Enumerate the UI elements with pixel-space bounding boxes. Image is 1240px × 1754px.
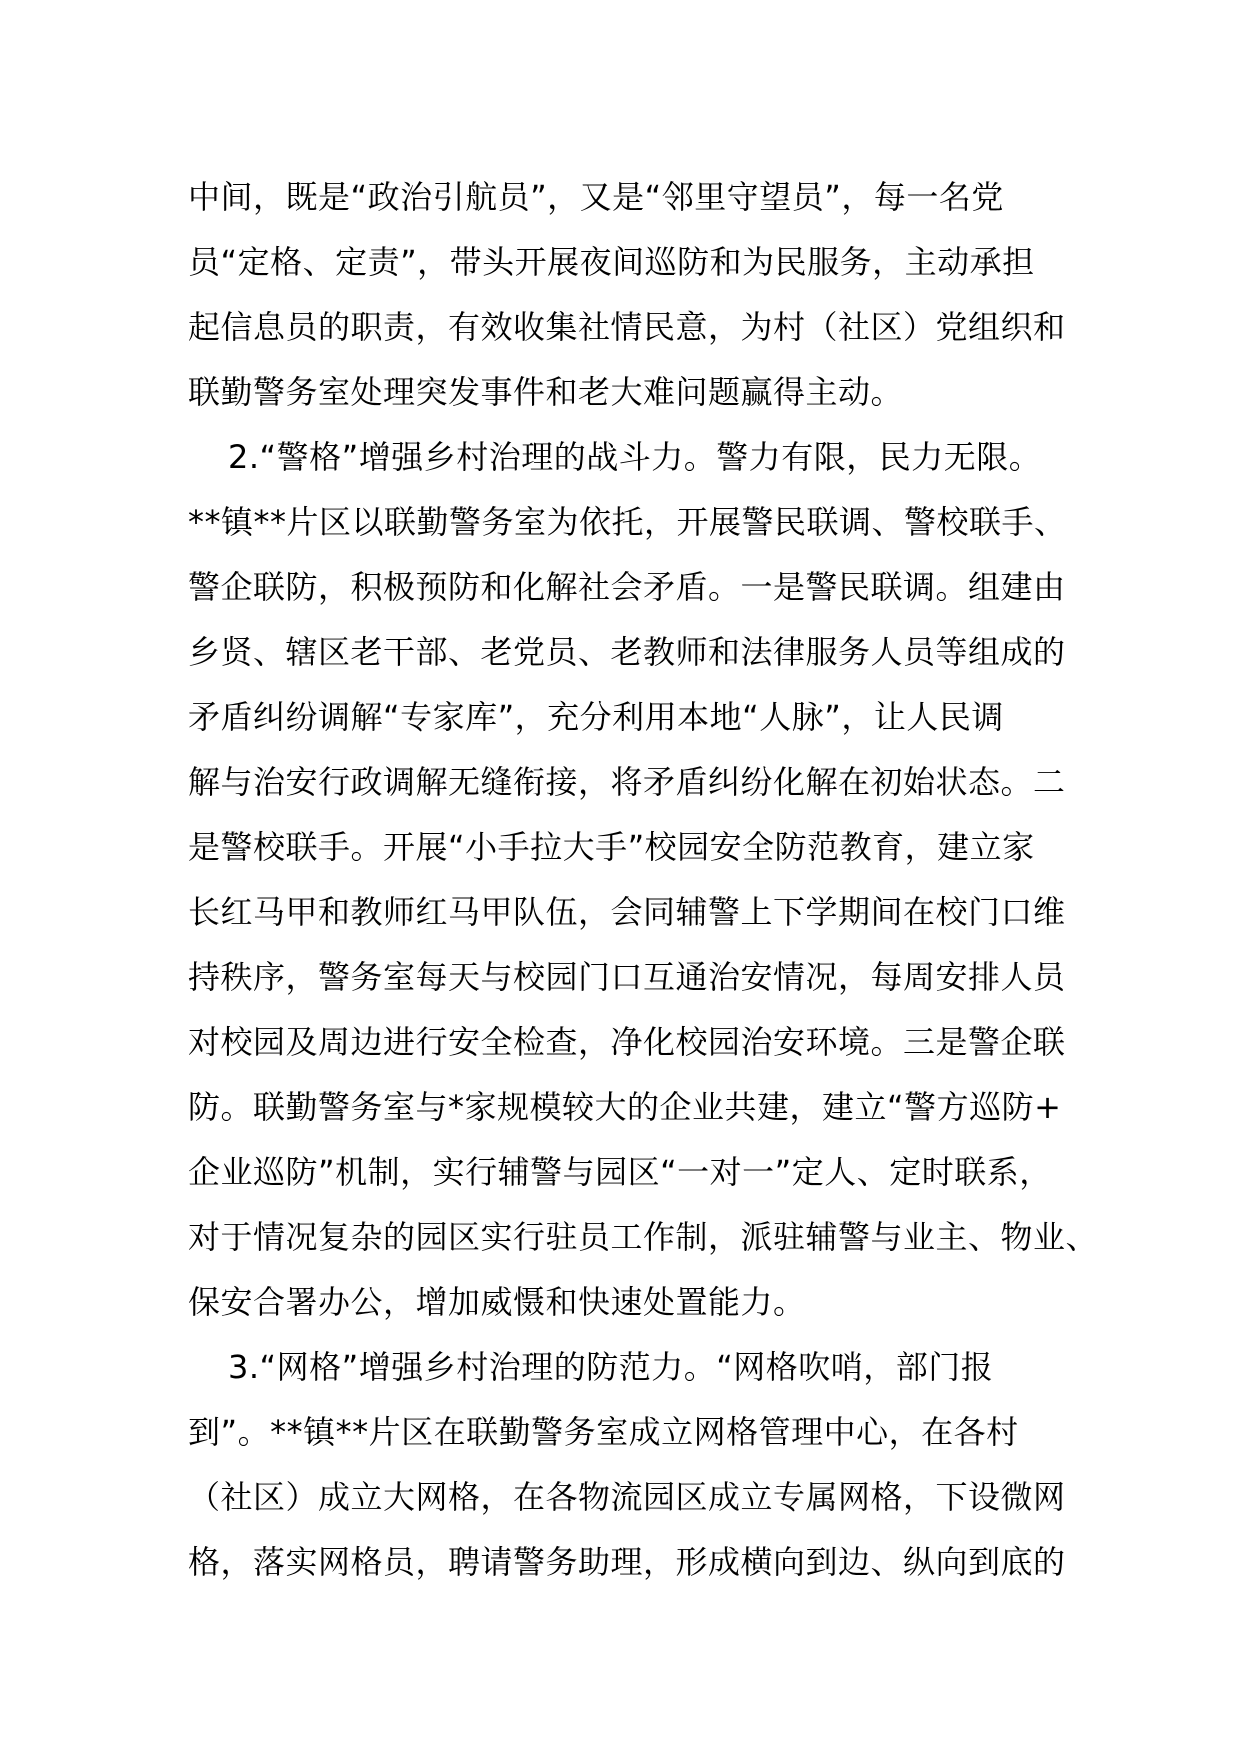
text-line-15: 防。联勤警务室与*家规模较大的企业共建，建立“警方巡防+ (188, 1088, 1062, 1126)
text-line-3: 起信息员的职责，有效收集社情民意，为村（社区）党组织和 (188, 308, 1066, 346)
text-line-14: 对校园及周边进行安全检查，净化校园治安环境。三是警企联 (188, 1023, 1066, 1061)
text-line-7: 警企联防，积极预防和化解社会矛盾。一是警民联调。组建由 (188, 568, 1066, 606)
text-line-17: 对于情况复杂的园区实行驻员工作制，派驻辅警与业主、物业、 (188, 1218, 1099, 1256)
text-line-8: 乡贤、辖区老干部、老党员、老教师和法律服务人员等组成的 (188, 633, 1066, 671)
text-line-10: 解与治安行政调解无缝衔接，将矛盾纠纷化解在初始状态。二 (188, 763, 1066, 801)
text-line-19: 3.“网格”增强乡村治理的防范力。“网格吹哨，部门报 (228, 1348, 994, 1386)
body-text (188, 165, 1099, 1595)
text-line-18: 保安合署办公，增加威慑和快速处置能力。 (188, 1283, 806, 1321)
text-line-12: 长红马甲和教师红马甲队伍，会同辅警上下学期间在校门口维 (188, 893, 1066, 931)
text-line-1: 中间，既是“政治引航员”，又是“邻里守望员”，每一名党 (188, 178, 1004, 216)
text-line-2: 员“定格、定责”，带头开展夜间巡防和为民服务，主动承担 (188, 243, 1035, 281)
text-line-13: 持秩序，警务室每天与校园门口互通治安情况，每周安排人员 (188, 958, 1066, 996)
text-line-9: 矛盾纠纷调解“专家库”，充分利用本地“人脉”，让人民调 (188, 698, 1004, 736)
text-line-4: 联勤警务室处理突发事件和老大难问题赢得主动。 (188, 373, 904, 411)
text-line-5: 2.“警格”增强乡村治理的战斗力。警力有限，民力无限。 (228, 438, 1042, 476)
text-line-6: **镇**片区以联勤警务室为依托，开展警民联调、警校联手、 (188, 503, 1067, 541)
text-line-20: 到”。**镇**片区在联勤警务室成立网格管理中心，在各村 (188, 1413, 1019, 1451)
text-line-21: （社区）成立大网格，在各物流园区成立专属网格，下设微网 (188, 1478, 1066, 1516)
text-line-11: 是警校联手。开展“小手拉大手”校园安全防范教育，建立家 (188, 828, 1035, 866)
text-line-22: 格，落实网格员，聘请警务助理，形成横向到边、纵向到底的 (188, 1543, 1066, 1581)
text-line-16: 企业巡防”机制，实行辅警与园区“一对一”定人、定时联系， (188, 1153, 1052, 1191)
